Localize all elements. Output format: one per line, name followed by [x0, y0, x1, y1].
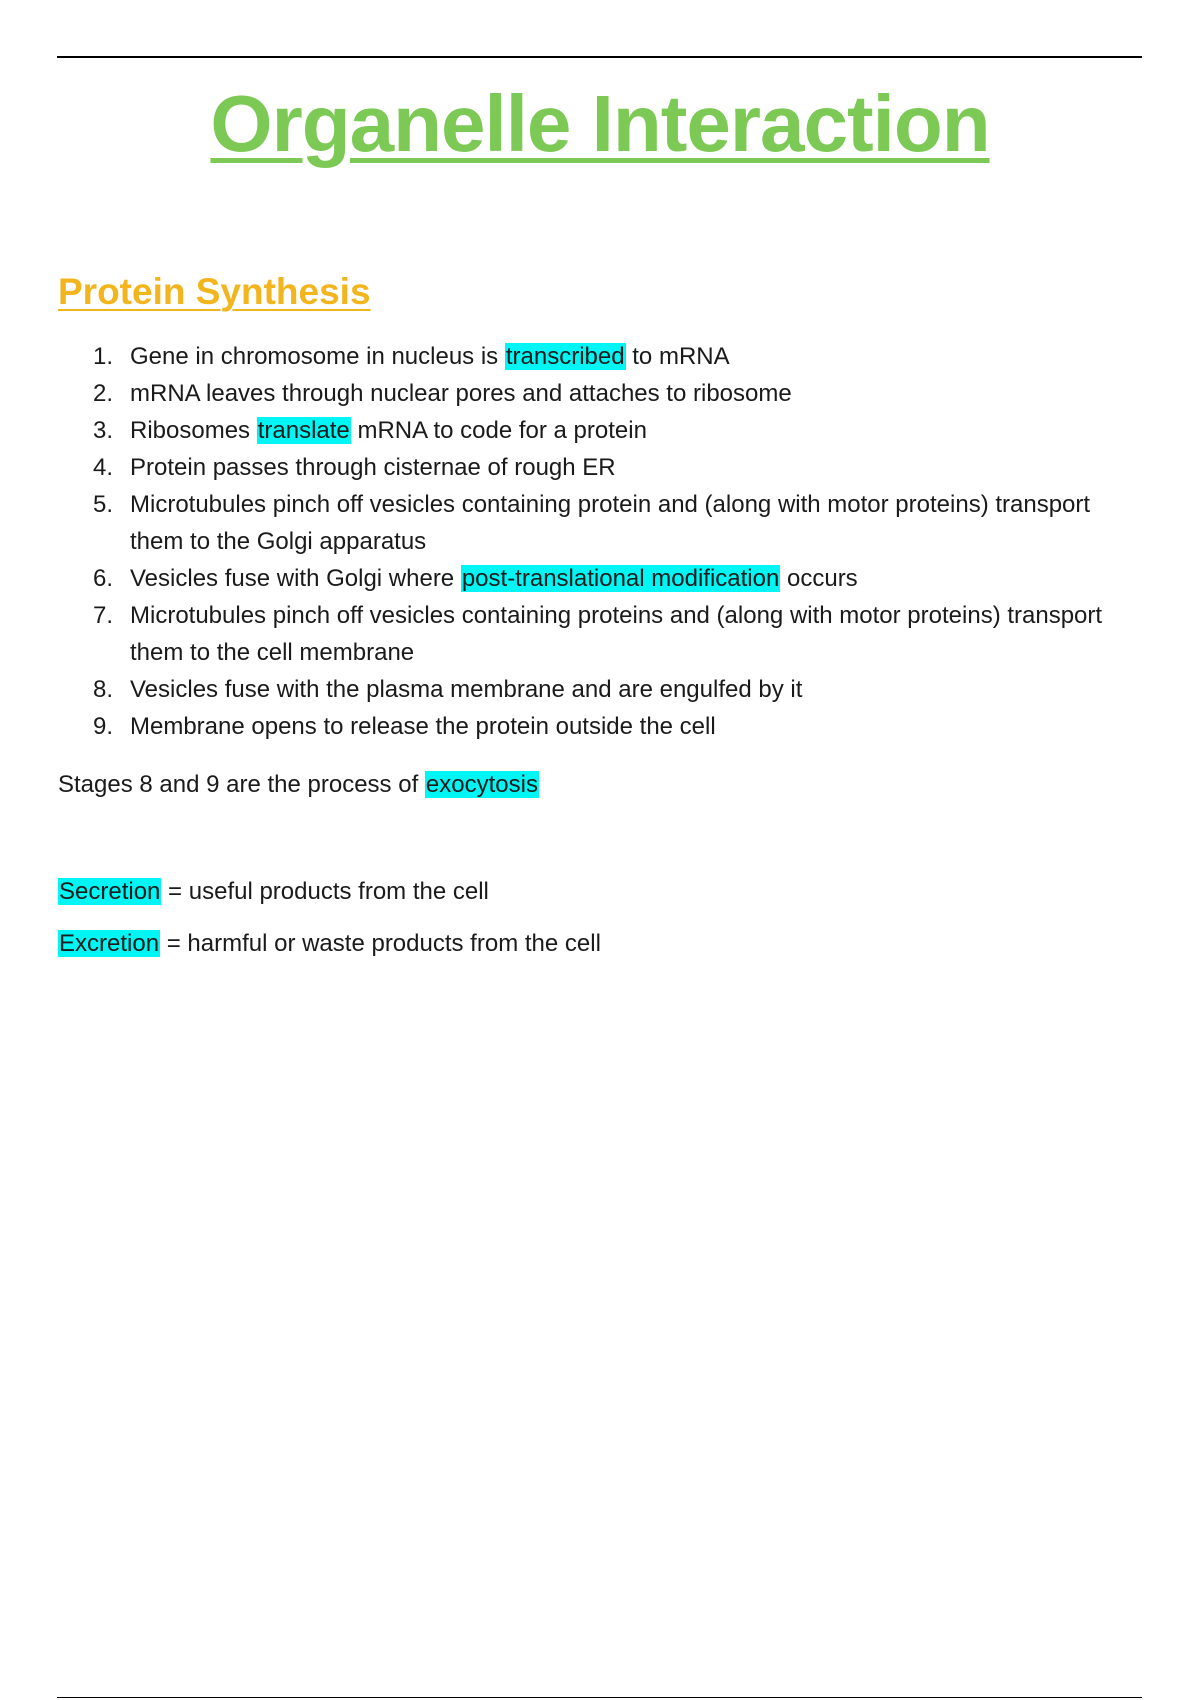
highlighted-term: post-translational modification — [461, 565, 780, 592]
bottom-rule — [57, 1697, 1142, 1698]
secretion-definition: Secretion = useful products from the cell — [59, 878, 489, 905]
list-item: 7. Microtubules pinch off vesicles containing proteins and (along with motor proteins) transport them to the cell membrane — [0, 597, 1120, 671]
list-number: 4. — [93, 454, 114, 481]
list-number: 3. — [93, 417, 114, 444]
top-rule — [57, 56, 1142, 58]
highlighted-term: transcribed — [505, 343, 625, 370]
list-item: 2. mRNA leaves through nuclear pores and attaches to ribosome — [0, 375, 1120, 412]
highlighted-term: translate — [257, 417, 350, 444]
list-item: 6. Vesicles fuse with Golgi where post-translational modification occurs — [0, 560, 1120, 597]
list-item: 3. Ribosomes translate mRNA to code for a protein — [0, 412, 1120, 449]
highlighted-term: Excretion — [59, 930, 160, 957]
document-title: Organelle Interaction — [210, 79, 990, 168]
exocytosis-note: Stages 8 and 9 are the process of exocytosis — [58, 771, 538, 798]
list-item: 5. Microtubules pinch off vesicles containing protein and (along with motor proteins) transport them to the Golgi apparatus — [0, 486, 1120, 560]
list-number: 5. — [93, 491, 114, 518]
list-item: 8. Vesicles fuse with the plasma membrane and are engulfed by it — [0, 671, 1120, 708]
list-number: 1. — [93, 343, 114, 370]
list-number: 9. — [93, 713, 114, 740]
list-item: 9. Membrane opens to release the protein outside the cell — [0, 708, 1120, 745]
steps-list — [0, 338, 1120, 745]
list-number: 6. — [93, 565, 114, 592]
list-item: 4. Protein passes through cisternae of rough ER — [0, 449, 1120, 486]
excretion-definition: Excretion = harmful or waste products from the cell — [59, 930, 601, 957]
list-number: 2. — [93, 380, 114, 407]
list-number: 7. — [93, 602, 114, 629]
list-number: 8. — [93, 676, 114, 703]
highlighted-term: exocytosis — [425, 771, 538, 798]
highlighted-term: Secretion — [59, 878, 161, 905]
section-heading: Protein Synthesis — [58, 271, 371, 312]
list-item: 1. Gene in chromosome in nucleus is transcribed to mRNA — [0, 338, 1120, 375]
